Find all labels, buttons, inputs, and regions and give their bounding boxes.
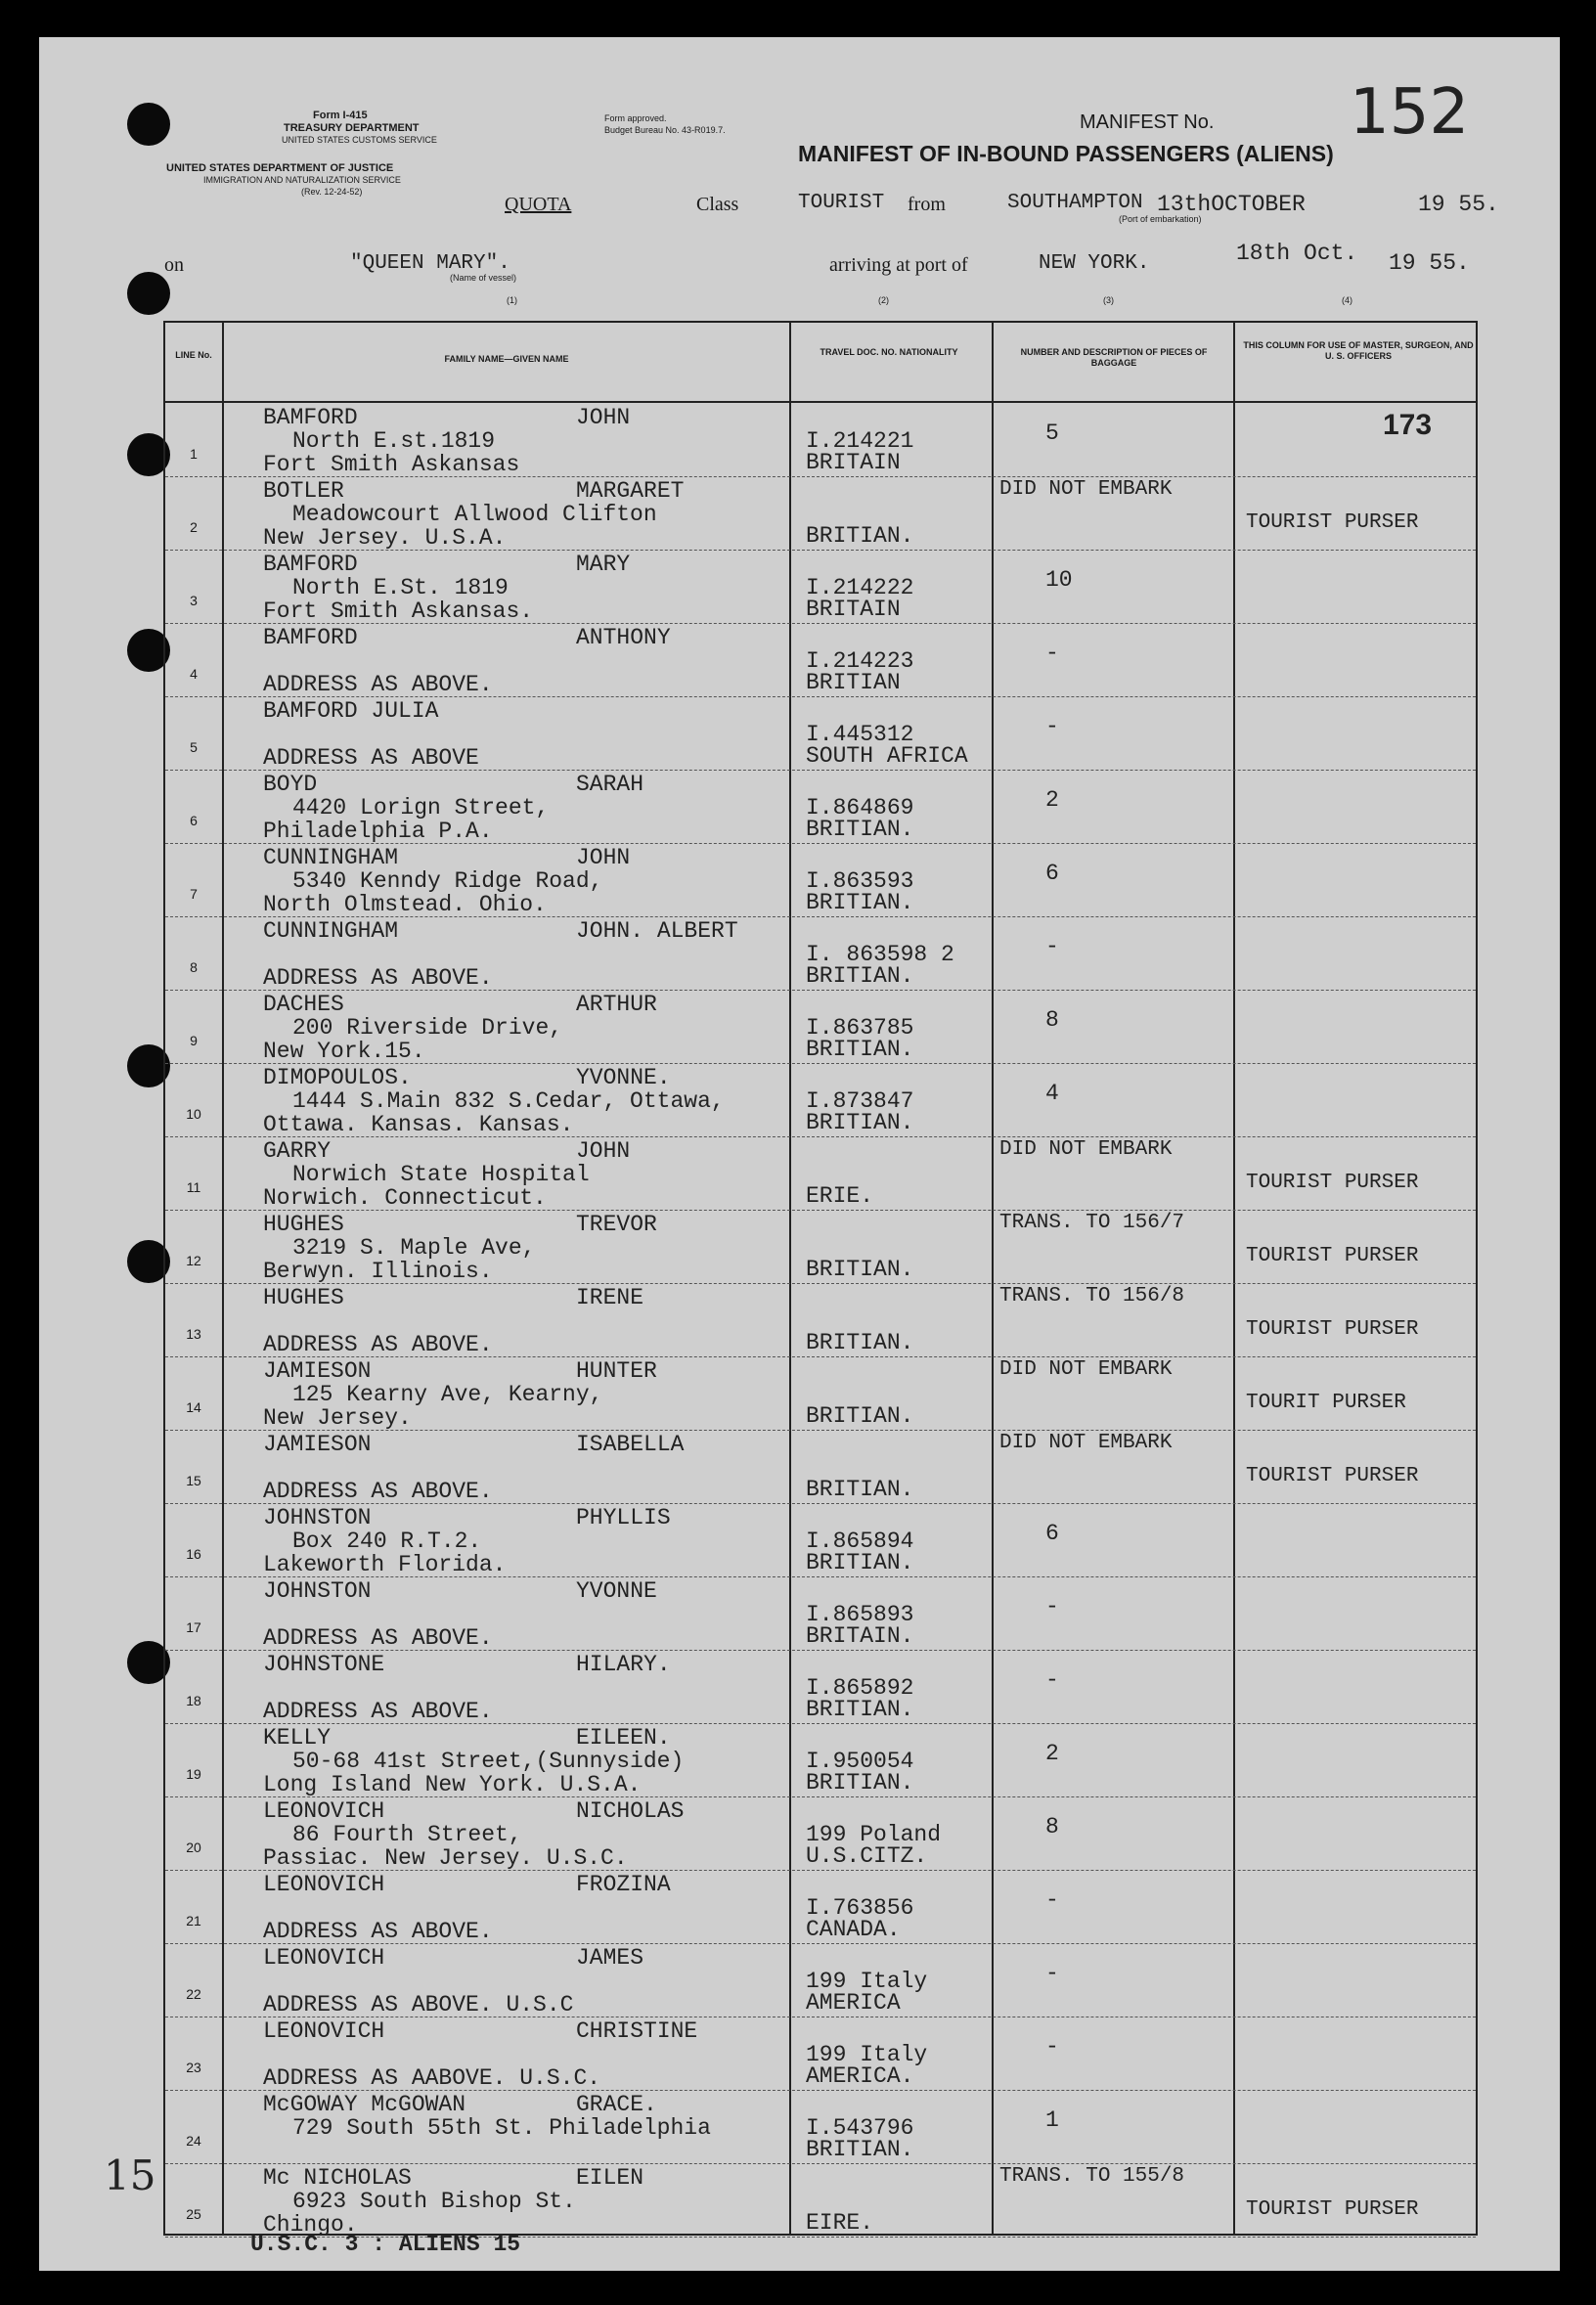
given-name: JOHN xyxy=(576,845,631,870)
line-number: 3 xyxy=(190,593,198,608)
family-name: BAMFORD xyxy=(263,405,358,430)
travel-doc-no: I.950054 xyxy=(806,1749,914,1774)
address-line-2: Chingo. xyxy=(263,2212,358,2238)
address-line-2: North Olmstead. Ohio. xyxy=(263,892,547,917)
given-name: CHRISTINE xyxy=(576,2018,698,2044)
nationality: BRITIAN. xyxy=(806,1257,914,1282)
nationality: EIRE. xyxy=(806,2210,874,2236)
nationality: BRITAIN. xyxy=(806,1623,914,1649)
punch-hole xyxy=(127,103,170,146)
address-line-2: New Jersey. U.S.A. xyxy=(263,525,507,551)
address-line-2: ADDRESS AS ABOVE. xyxy=(263,672,493,697)
address-line-1: 125 Kearny Ave, Kearny, xyxy=(292,1382,603,1407)
nationality: BRITIAN. xyxy=(806,1697,914,1722)
address-line-1: 86 Fourth Street, xyxy=(292,1822,522,1847)
given-name: JOHN xyxy=(576,405,631,430)
given-name: JOHN. ALBERT xyxy=(576,918,738,944)
given-name: YVONNE. xyxy=(576,1065,671,1090)
line-number: 14 xyxy=(186,1399,201,1415)
family-name: CUNNINGHAM xyxy=(263,918,399,944)
nationality: BRITIAN xyxy=(806,670,901,695)
given-name: IRENE xyxy=(576,1285,644,1310)
line-number: 10 xyxy=(186,1106,201,1122)
travel-doc-no: 199 Italy xyxy=(806,1969,928,1994)
line-number: 13 xyxy=(186,1326,201,1342)
baggage: DID NOT EMBARK xyxy=(999,478,1173,501)
table-row xyxy=(165,2163,1476,2238)
officer-note: TOURIST PURSER xyxy=(1246,1172,1419,1194)
address-line-1: Norwich State Hospital xyxy=(292,1162,590,1187)
line-number: 19 xyxy=(186,1766,201,1782)
address-line-2: ADDRESS AS ABOVE. xyxy=(263,1625,493,1651)
form-number: Form I-415 xyxy=(313,110,368,121)
family-name: BAMFORD xyxy=(263,552,358,577)
revision: (Rev. 12-24-52) xyxy=(301,187,363,197)
table-row xyxy=(165,1210,1476,1284)
family-name: BAMFORD xyxy=(263,625,358,650)
baggage: TRANS. TO 155/8 xyxy=(999,2165,1185,2188)
table-row xyxy=(165,1576,1476,1651)
nationality: BRITIAN. xyxy=(806,1403,914,1429)
baggage: 2 xyxy=(1045,1741,1059,1766)
line-number: 2 xyxy=(190,519,198,535)
table-row xyxy=(165,696,1476,771)
line-number: 22 xyxy=(186,1986,201,2002)
officer-note: TOURIST PURSER xyxy=(1246,2198,1419,2221)
line-number: 17 xyxy=(186,1619,201,1635)
nationality: BRITIAN. xyxy=(806,2137,914,2162)
ins-service: IMMIGRATION AND NATURALIZATION SERVICE xyxy=(203,175,401,185)
address-line-2: Norwich. Connecticut. xyxy=(263,1185,547,1211)
nationality: AMERICA. xyxy=(806,2063,914,2089)
address-line-2: Lakeworth Florida. xyxy=(263,1552,507,1577)
address-line-2: ADDRESS AS ABOVE. U.S.C xyxy=(263,1992,574,2017)
table-row xyxy=(165,1283,1476,1357)
table-row xyxy=(165,1943,1476,2017)
baggage: - xyxy=(1045,2034,1059,2060)
header-name: FAMILY NAME—GIVEN NAME xyxy=(444,354,569,364)
line-number: 6 xyxy=(190,813,198,828)
address-line-1: 3219 S. Maple Ave, xyxy=(292,1235,536,1261)
address-line-2: ADDRESS AS ABOVE. xyxy=(263,1479,493,1504)
address-line-2: ADDRESS AS ABOVE. xyxy=(263,1919,493,1944)
family-name: Mc NICHOLAS xyxy=(263,2165,412,2191)
table-row xyxy=(165,403,1476,477)
travel-doc-no: I.865892 xyxy=(806,1675,914,1701)
table-row xyxy=(165,550,1476,624)
nationality: BRITAIN xyxy=(806,597,901,622)
table-row xyxy=(165,1870,1476,1944)
baggage: 8 xyxy=(1045,1007,1059,1033)
table-row xyxy=(165,1136,1476,1211)
address-line-1: 1444 S.Main 832 S.Cedar, Ottawa, xyxy=(292,1088,725,1114)
family-name: BOYD xyxy=(263,772,318,797)
arrival-port: NEW YORK. xyxy=(1039,252,1150,275)
embark-year: 19 55. xyxy=(1418,192,1499,217)
table-row xyxy=(165,1356,1476,1431)
justice-dept: UNITED STATES DEPARTMENT OF JUSTICE xyxy=(166,162,394,174)
given-name: PHYLLIS xyxy=(576,1505,671,1530)
nationality: BRITIAN. xyxy=(806,1110,914,1135)
officer-note: TOURIST PURSER xyxy=(1246,1318,1419,1341)
nationality: U.S.CITZ. xyxy=(806,1843,928,1869)
address-line-1: 729 South 55th St. Philadelphia xyxy=(292,2115,711,2141)
travel-doc-no: I.543796 xyxy=(806,2115,914,2141)
family-name: HUGHES xyxy=(263,1212,344,1237)
family-name: DACHES xyxy=(263,992,344,1017)
port-embark-caption: (Port of embarkation) xyxy=(1119,214,1202,224)
table-row xyxy=(165,916,1476,991)
manifest-title: MANIFEST OF IN-BOUND PASSENGERS (ALIENS) xyxy=(798,141,1334,166)
given-name: TREVOR xyxy=(576,1212,657,1237)
address-line-2: Long Island New York. U.S.A. xyxy=(263,1772,642,1797)
line-number: 21 xyxy=(186,1913,201,1928)
officer-note: TOURIST PURSER xyxy=(1246,1465,1419,1487)
table-row xyxy=(165,1723,1476,1797)
table-row xyxy=(165,2090,1476,2164)
col-num-4: (4) xyxy=(1342,295,1352,305)
arrival-year: 19 55. xyxy=(1389,250,1470,276)
family-name: LEONOVICH xyxy=(263,2018,385,2044)
given-name: YVONNE xyxy=(576,1578,657,1604)
baggage: 6 xyxy=(1045,1521,1059,1546)
officer-note: TOURIST PURSER xyxy=(1246,511,1419,534)
form-approved: Form approved. xyxy=(604,113,667,123)
table-row xyxy=(165,770,1476,844)
line-number: 12 xyxy=(186,1253,201,1268)
nationality: BRITIAN. xyxy=(806,523,914,549)
given-name: NICHOLAS xyxy=(576,1798,685,1824)
travel-doc-no: I.865893 xyxy=(806,1602,914,1627)
officer-note: 173 xyxy=(1383,409,1433,441)
footer-totals: U.S.C. 3 : ALIENS 15 xyxy=(250,2232,521,2257)
nationality: BRITAIN xyxy=(806,450,901,475)
baggage: 4 xyxy=(1045,1081,1059,1106)
address-line-1: 4420 Lorign Street, xyxy=(292,795,550,820)
travel-doc-no: I. 863598 2 xyxy=(806,942,954,967)
travel-doc-no: I.873847 xyxy=(806,1088,914,1114)
table-row xyxy=(165,2017,1476,2091)
embark-date: 13thOCTOBER xyxy=(1157,192,1306,217)
nationality: ERIE. xyxy=(806,1183,874,1209)
address-line-1: 50-68 41st Street,(Sunnyside) xyxy=(292,1749,685,1774)
budget-bureau: Budget Bureau No. 43-R019.7. xyxy=(604,125,726,135)
line-number: 7 xyxy=(190,886,198,902)
col-num-1: (1) xyxy=(507,295,517,305)
table-row xyxy=(165,623,1476,697)
line-number: 23 xyxy=(186,2060,201,2075)
nationality: BRITIAN. xyxy=(806,1550,914,1575)
quota-label: QUOTA xyxy=(505,194,572,215)
line-number: 4 xyxy=(190,666,198,682)
baggage: TRANS. TO 156/8 xyxy=(999,1285,1185,1308)
nationality: CANADA. xyxy=(806,1917,901,1942)
nationality: BRITIAN. xyxy=(806,1330,914,1355)
address-line-2: ADDRESS AS ABOVE. xyxy=(263,1699,493,1724)
arrival-date: 18th Oct. xyxy=(1236,241,1358,266)
baggage: - xyxy=(1045,1594,1059,1619)
baggage: 8 xyxy=(1045,1814,1059,1840)
travel-doc-no: 199 Poland xyxy=(806,1822,942,1847)
header-travel-doc: TRAVEL DOC. NO. NATIONALITY xyxy=(820,347,958,357)
family-name: LEONOVICH xyxy=(263,1945,385,1971)
address-line-1: North E.st.1819 xyxy=(292,428,496,454)
baggage: 5 xyxy=(1045,421,1059,446)
address-line-2: Berwyn. Illinois. xyxy=(263,1259,493,1284)
officer-note: TOURIT PURSER xyxy=(1246,1392,1406,1414)
travel-doc-no: I.863785 xyxy=(806,1015,914,1041)
address-line-2: New York.15. xyxy=(263,1039,425,1064)
customs-service: UNITED STATES CUSTOMS SERVICE xyxy=(282,135,437,145)
travel-doc-no: I.763856 xyxy=(806,1895,914,1921)
punch-hole xyxy=(127,272,170,315)
treasury-dept: TREASURY DEPARTMENT xyxy=(284,122,420,134)
nationality: BRITIAN. xyxy=(806,1477,914,1502)
family-name: JOHNSTON xyxy=(263,1505,372,1530)
travel-doc-no: I.864869 xyxy=(806,795,914,820)
baggage: - xyxy=(1045,934,1059,959)
nationality: SOUTH AFRICA xyxy=(806,743,968,769)
line-number: 20 xyxy=(186,1840,201,1855)
given-name: SARAH xyxy=(576,772,644,797)
vessel-caption: (Name of vessel) xyxy=(450,273,517,283)
nationality: BRITIAN. xyxy=(806,963,914,989)
family-name: JAMIESON xyxy=(263,1432,372,1457)
address-line-1: Meadowcourt Allwood Clifton xyxy=(292,502,657,527)
line-number: 18 xyxy=(186,1693,201,1708)
nationality: BRITIAN. xyxy=(806,1770,914,1795)
baggage: - xyxy=(1045,641,1059,666)
line-number: 16 xyxy=(186,1546,201,1562)
travel-doc-no: I.214221 xyxy=(806,428,914,454)
class-value: TOURIST xyxy=(798,192,885,214)
address-line-2: ADDRESS AS ABOVE. xyxy=(263,1332,493,1357)
address-line-2: Philadelphia P.A. xyxy=(263,819,493,844)
address-line-2: ADDRESS AS AABOVE. U.S.C. xyxy=(263,2065,601,2091)
family-name: GARRY xyxy=(263,1138,332,1164)
family-name: LEONOVICH xyxy=(263,1798,385,1824)
on-label: on xyxy=(164,254,184,276)
family-name: JOHNSTON xyxy=(263,1578,372,1604)
given-name: ARTHUR xyxy=(576,992,657,1017)
nationality: BRITIAN. xyxy=(806,1037,914,1062)
family-name: JAMIESON xyxy=(263,1358,372,1384)
baggage: DID NOT EMBARK xyxy=(999,1432,1173,1454)
nationality: AMERICA xyxy=(806,1990,901,2016)
given-name: EILEN xyxy=(576,2165,644,2191)
header-baggage: NUMBER AND DESCRIPTION OF PIECES OF BAGGAGE xyxy=(1020,347,1208,368)
header-officers: THIS COLUMN FOR USE OF MASTER, SURGEON, AND U. S. OFFICERS xyxy=(1243,340,1474,361)
given-name: MARGARET xyxy=(576,478,685,504)
arriving-label: arriving at port of xyxy=(829,254,968,276)
table-row xyxy=(165,1650,1476,1724)
line-number: 15 xyxy=(186,1473,201,1488)
baggage: 6 xyxy=(1045,861,1059,886)
family-name: McGOWAY McGOWAN xyxy=(263,2092,466,2117)
from-port: SOUTHAMPTON xyxy=(1007,192,1143,214)
line-number: 9 xyxy=(190,1033,198,1048)
family-name: BOTLER xyxy=(263,478,344,504)
given-name: JAMES xyxy=(576,1945,644,1971)
baggage: DID NOT EMBARK xyxy=(999,1138,1173,1161)
baggage: 2 xyxy=(1045,787,1059,813)
address-line-2: New Jersey. xyxy=(263,1405,412,1431)
address-line-1: North E.St. 1819 xyxy=(292,575,509,600)
baggage: 1 xyxy=(1045,2107,1059,2133)
family-name: KELLY xyxy=(263,1725,332,1751)
line-number: 1 xyxy=(190,446,198,462)
table-row xyxy=(165,990,1476,1064)
vessel-name: "QUEEN MARY". xyxy=(350,252,510,275)
table-row xyxy=(165,1430,1476,1504)
line-number: 24 xyxy=(186,2133,201,2149)
baggage: - xyxy=(1045,1667,1059,1693)
family-name: HUGHES xyxy=(263,1285,344,1310)
margin-note: 15 xyxy=(104,2151,156,2199)
given-name: ISABELLA xyxy=(576,1432,685,1457)
family-name: LEONOVICH xyxy=(263,1872,385,1897)
nationality: BRITIAN. xyxy=(806,890,914,915)
travel-doc-no: 199 Italy xyxy=(806,2042,928,2067)
address-line-2: ADDRESS AS ABOVE. xyxy=(263,965,493,991)
baggage: 10 xyxy=(1045,567,1073,593)
col-num-3: (3) xyxy=(1103,295,1114,305)
address-line-2: Passiac. New Jersey. U.S.C. xyxy=(263,1845,628,1871)
line-number: 11 xyxy=(186,1179,201,1195)
address-line-2: ADDRESS AS ABOVE xyxy=(263,745,479,771)
manifest-no-label: MANIFEST No. xyxy=(1080,111,1215,133)
address-line-1: 5340 Kenndy Ridge Road, xyxy=(292,868,603,894)
travel-doc-no: I.863593 xyxy=(806,868,914,894)
class-label: Class xyxy=(696,194,739,215)
line-number: 5 xyxy=(190,739,198,755)
manifest-number: 152 xyxy=(1350,76,1470,149)
travel-doc-no: I.214223 xyxy=(806,648,914,674)
address-line-2: Fort Smith Askansas. xyxy=(263,598,534,624)
table-row xyxy=(165,476,1476,551)
family-name: CUNNINGHAM xyxy=(263,845,399,870)
given-name: HILARY. xyxy=(576,1652,671,1677)
table-row xyxy=(165,1063,1476,1137)
baggage: - xyxy=(1045,1887,1059,1913)
family-name: JOHNSTONE xyxy=(263,1652,385,1677)
address-line-1: 200 Riverside Drive, xyxy=(292,1015,563,1041)
line-number: 8 xyxy=(190,959,198,975)
header-line-no: LINE No. xyxy=(175,350,212,360)
baggage: TRANS. TO 156/7 xyxy=(999,1212,1185,1234)
passenger-table xyxy=(163,321,1478,2236)
given-name: JOHN xyxy=(576,1138,631,1164)
officer-note: TOURIST PURSER xyxy=(1246,1245,1419,1267)
baggage: - xyxy=(1045,714,1059,739)
travel-doc-no: I.445312 xyxy=(806,722,914,747)
from-label: from xyxy=(908,194,946,215)
address-line-1: 6923 South Bishop St. xyxy=(292,2189,576,2214)
given-name: ANTHONY xyxy=(576,625,671,650)
given-name: FROZINA xyxy=(576,1872,671,1897)
line-number: 25 xyxy=(186,2206,201,2222)
nationality: BRITIAN. xyxy=(806,817,914,842)
travel-doc-no: I.865894 xyxy=(806,1529,914,1554)
given-name: MARY xyxy=(576,552,631,577)
col-num-2: (2) xyxy=(878,295,889,305)
baggage: - xyxy=(1045,1961,1059,1986)
family-name: BAMFORD JULIA xyxy=(263,698,439,724)
table-row xyxy=(165,843,1476,917)
address-line-2: Ottawa. Kansas. Kansas. xyxy=(263,1112,574,1137)
travel-doc-no: I.214222 xyxy=(806,575,914,600)
family-name: DIMOPOULOS. xyxy=(263,1065,412,1090)
given-name: HUNTER xyxy=(576,1358,657,1384)
table-row xyxy=(165,1503,1476,1577)
address-line-2: Fort Smith Askansas xyxy=(263,452,520,477)
table-row xyxy=(165,1796,1476,1871)
given-name: GRACE. xyxy=(576,2092,657,2117)
address-line-1: Box 240 R.T.2. xyxy=(292,1529,482,1554)
given-name: EILEEN. xyxy=(576,1725,671,1751)
baggage: DID NOT EMBARK xyxy=(999,1358,1173,1381)
